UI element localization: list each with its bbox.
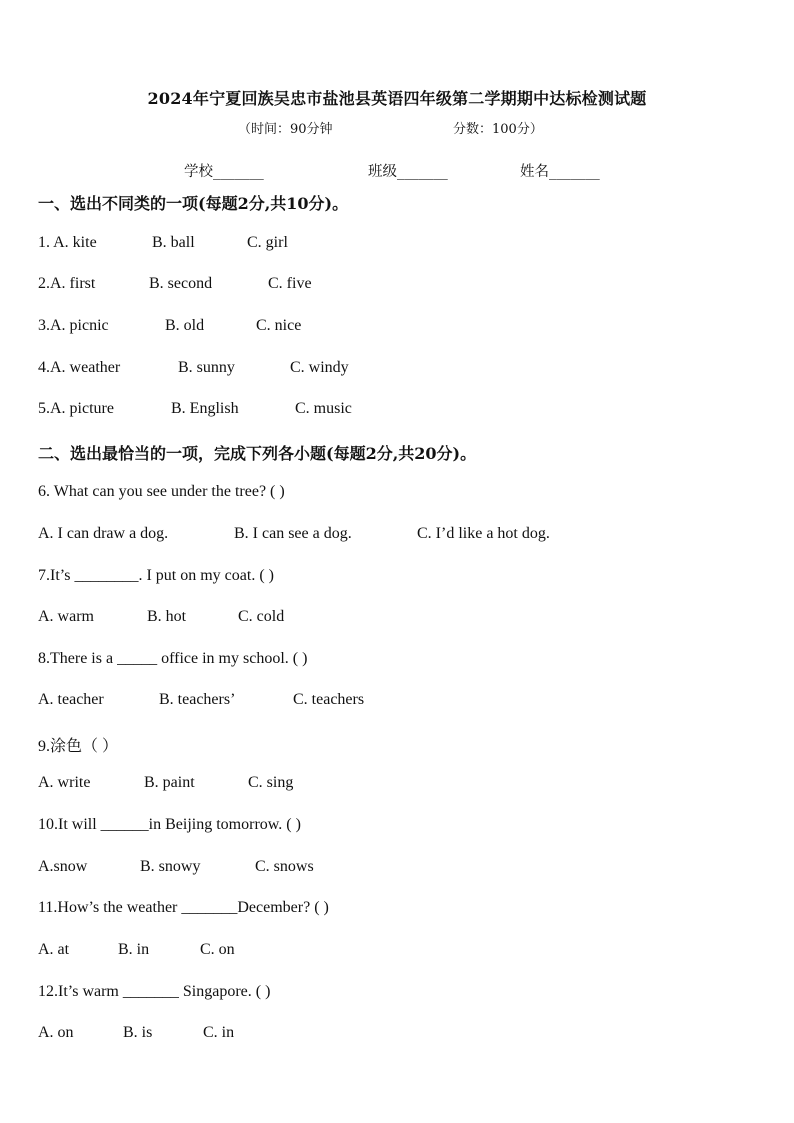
name-field: 姓名_______ [520,164,600,180]
option-b: B. hot [147,608,187,625]
option-c: C. five [268,275,312,292]
option-a: A. picnic [50,317,109,334]
option-b: B. I can see a dog. [234,525,352,542]
option-c: C. windy [290,359,349,376]
school-field: 学校_______ [184,164,264,180]
option-b: B. paint [144,774,195,791]
time-label: （时间：90分钟 [238,122,333,137]
option-b: B. second [149,275,213,292]
option-a: A. write [38,774,91,791]
question-4 [38,359,349,377]
section-1-heading: 一、选出不同类的一项(每题2分,共10分)。 [38,194,349,213]
option-c: C. teachers [293,691,365,708]
option-c: C. sing [248,774,294,791]
question-6: 6. What can you see under the tree? ( ) [38,483,285,500]
question-11: 11.How’s the weather _______December? ( ) [38,899,329,916]
option-b: B. ball [152,234,195,251]
question-number: 2. [38,275,50,292]
option-b: B. snowy [140,858,201,875]
question-9-options [38,774,294,792]
option-a: A. on [38,1024,74,1041]
option-a: A. picture [50,400,114,417]
option-c: C. on [200,941,235,958]
option-a: A.snow [38,858,88,875]
question-2 [38,275,312,293]
option-b: B. English [171,400,239,417]
question-7-options [38,608,285,626]
question-8: 8.There is a _____ office in my school. ( ) [38,650,308,667]
option-a: A. kite [53,234,97,251]
question-11-options [38,941,235,959]
page-title: 2024年宁夏回族吴忠市盐池县英语四年级第二学期期中达标检测试题 [147,89,647,108]
class-field: 班级_______ [368,164,448,180]
score-label: 分数：100分） [453,122,543,137]
question-10: 10.It will ______in Beijing tomorrow. ( ) [38,816,301,833]
question-number: 3. [38,317,50,334]
question-1 [38,234,288,252]
question-9: 9.涂色（ ） [38,738,119,755]
option-c: C. I’d like a hot dog. [417,525,550,542]
option-c: C. nice [256,317,302,334]
question-number: 4. [38,359,50,376]
question-number: 5. [38,400,50,417]
question-10-options [38,858,314,876]
question-3 [38,317,302,335]
option-c: C. in [203,1024,235,1041]
option-c: C. cold [238,608,285,625]
question-7: 7.It’s ________. I put on my coat. ( ) [38,567,274,584]
question-6-options [38,525,550,543]
option-b: B. old [165,317,205,334]
section-2-heading: 二、选出最恰当的一项，完成下列各小题(每题2分,共20分)。 [38,444,477,463]
question-8-options [38,691,365,709]
question-number: 1. [38,234,54,251]
option-c: C. snows [255,858,314,875]
option-a: A. first [50,275,96,292]
option-b: B. in [118,941,150,958]
option-a: A. weather [50,359,121,376]
question-12: 12.It’s warm _______ Singapore. ( ) [38,983,271,1000]
option-a: A. teacher [38,691,104,708]
option-c: C. music [295,400,352,417]
option-b: B. is [123,1024,153,1041]
option-b: B. sunny [178,359,235,376]
option-c: C. girl [247,234,288,251]
question-5 [38,400,352,418]
question-12-options [38,1024,235,1042]
option-a: A. I can draw a dog. [38,525,169,542]
option-b: B. teachers’ [159,691,236,708]
option-a: A. at [38,941,70,958]
option-a: A. warm [38,608,94,625]
